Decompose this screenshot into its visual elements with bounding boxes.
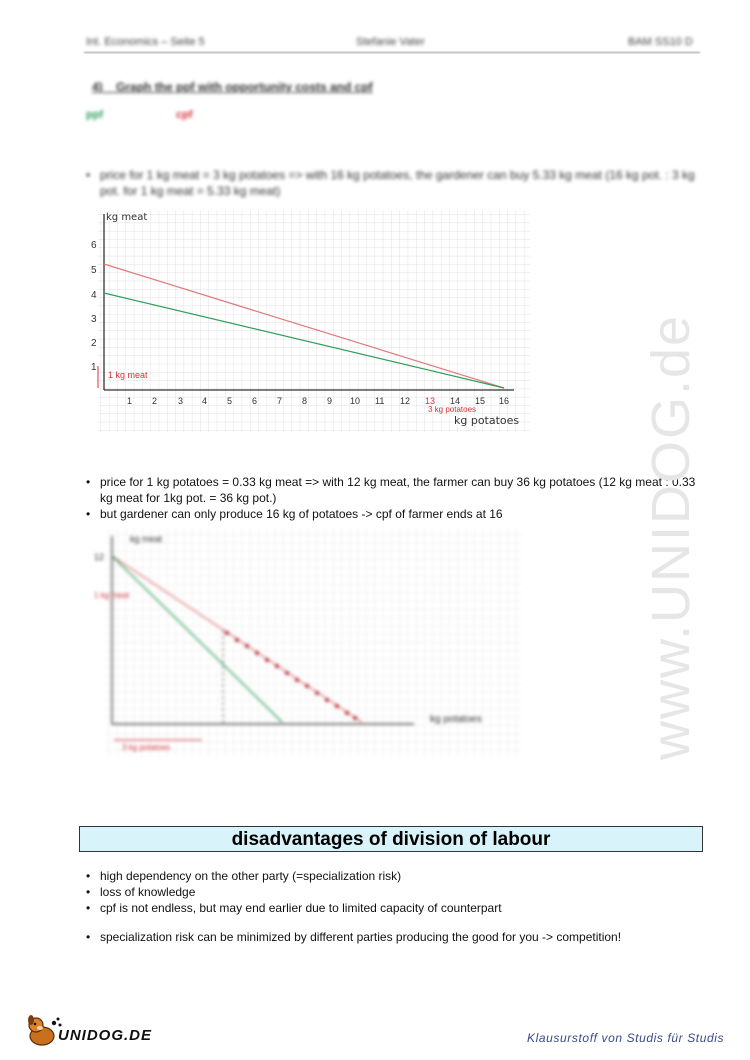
x-tick-label: 15 (475, 396, 486, 406)
cpf-point (335, 704, 339, 708)
cpf-point (315, 691, 319, 695)
bullet-item: • high dependency on the other party (=specialization risk) (86, 868, 702, 884)
y-tick-label: 4 (91, 290, 97, 301)
x-tick-label: 12 (400, 396, 411, 406)
x-tick-label: 6 (252, 396, 258, 406)
bullet-item: • price for 1 kg meat = 3 kg potatoes => with 16 kg potatoes, the gardener can buy 5.33 kg meat (16 kg pot. : 3 kg pot. for 1 kg meat = 5.33 kg meat) (86, 167, 698, 199)
annotation-meat: 1 kg meat (94, 591, 130, 600)
cpf-point (285, 671, 289, 675)
y-tick-label: 5 (91, 265, 97, 276)
y-tick-label: 6 (91, 240, 97, 251)
cpf-point (265, 658, 269, 662)
cpf-point (225, 631, 229, 635)
x-axis-label: kg potatoes (454, 414, 520, 427)
task-number: 4) (92, 80, 103, 94)
section-title: disadvantages of division of labour (79, 826, 703, 852)
bullet-list-bottom (86, 868, 702, 916)
bullet-list-top (86, 167, 698, 199)
x-axis-label: kg potatoes (430, 714, 482, 725)
cpf-point (235, 638, 239, 642)
x-tick-label: 4 (202, 396, 208, 406)
header-left: Int. Economics – Seite 5 (86, 36, 205, 48)
header-right: BAM SS10 D (628, 36, 693, 48)
cpf-point (345, 711, 349, 715)
annotation-meat: 1 kg meat (108, 370, 148, 380)
cpf-point (353, 716, 357, 720)
x-tick-label: 13 (425, 396, 436, 406)
dog-icon (22, 1014, 62, 1048)
bullet-item: • loss of knowledge (86, 884, 702, 900)
y-axis-label: kg meat (106, 212, 148, 223)
grid (98, 210, 530, 432)
header-divider (84, 52, 700, 53)
x-tick-label: 9 (327, 396, 333, 406)
x-tick-label: 10 (350, 396, 361, 406)
x-tick-label: 1 (127, 396, 133, 406)
annotation-potatoes: 3 kg potatoes (428, 405, 477, 414)
x-tick-label: 8 (302, 396, 308, 406)
cpf-point (275, 664, 279, 668)
cpf-point (255, 651, 259, 655)
graph-ppf-cpf-gardener (84, 206, 534, 436)
x-tick-label: 3 (178, 396, 184, 406)
task-heading (92, 80, 373, 94)
x-tick-label: 11 (375, 396, 385, 406)
legend-cpf: cpf (176, 109, 193, 121)
annotation-potatoes: 3 kg potatoes (122, 743, 171, 752)
footer-slogan: Klausurstoff von Studis für Studis (527, 1031, 725, 1045)
x-tick-label: 5 (227, 396, 233, 406)
cpf-point (295, 678, 299, 682)
cpf-point (325, 698, 329, 702)
task-title: Graph the ppf with opportunity costs and cpf (116, 80, 373, 94)
y-tick-labels (91, 240, 97, 373)
header-center: Stefanie Vater (356, 36, 425, 48)
bullet-item: • price for 1 kg potatoes = 0.33 kg meat => with 12 kg meat, the farmer can buy 36 kg potatoes (12 kg meat : 0.33 kg meat for 1kg pot. = 36 kg pot.) (86, 474, 702, 506)
x-tick-label: 7 (277, 396, 283, 406)
legend-ppf: ppf (86, 109, 104, 121)
x-tick-label: 14 (450, 396, 461, 406)
y-tick-label: 3 (91, 314, 97, 325)
cpf-point (305, 684, 309, 688)
graph-ppf-cpf-farmer (84, 526, 524, 760)
y-tick-label: 1 (91, 362, 97, 373)
y-tick-label: 12 (94, 552, 105, 562)
bullet-item: • cpf is not endless, but may end earlier due to limited capacity of counterpart (86, 900, 702, 916)
watermark: www.UNIDOG.de (641, 313, 701, 760)
bullet-item: • but gardener can only produce 16 kg of potatoes -> cpf of farmer ends at 16 (86, 506, 702, 522)
x-tick-label: 2 (152, 396, 158, 406)
y-axis-label: kg meat (130, 534, 163, 544)
cpf-point (245, 644, 249, 648)
bullet-list-last (86, 929, 702, 945)
logo-text: UNIDOG.DE (58, 1027, 153, 1044)
bullet-item: • specialization risk can be minimized by different parties producing the good for you -> competition! (86, 929, 702, 945)
y-tick-label: 2 (91, 338, 97, 349)
bullet-list-mid (86, 474, 702, 522)
x-tick-label: 16 (499, 396, 510, 406)
